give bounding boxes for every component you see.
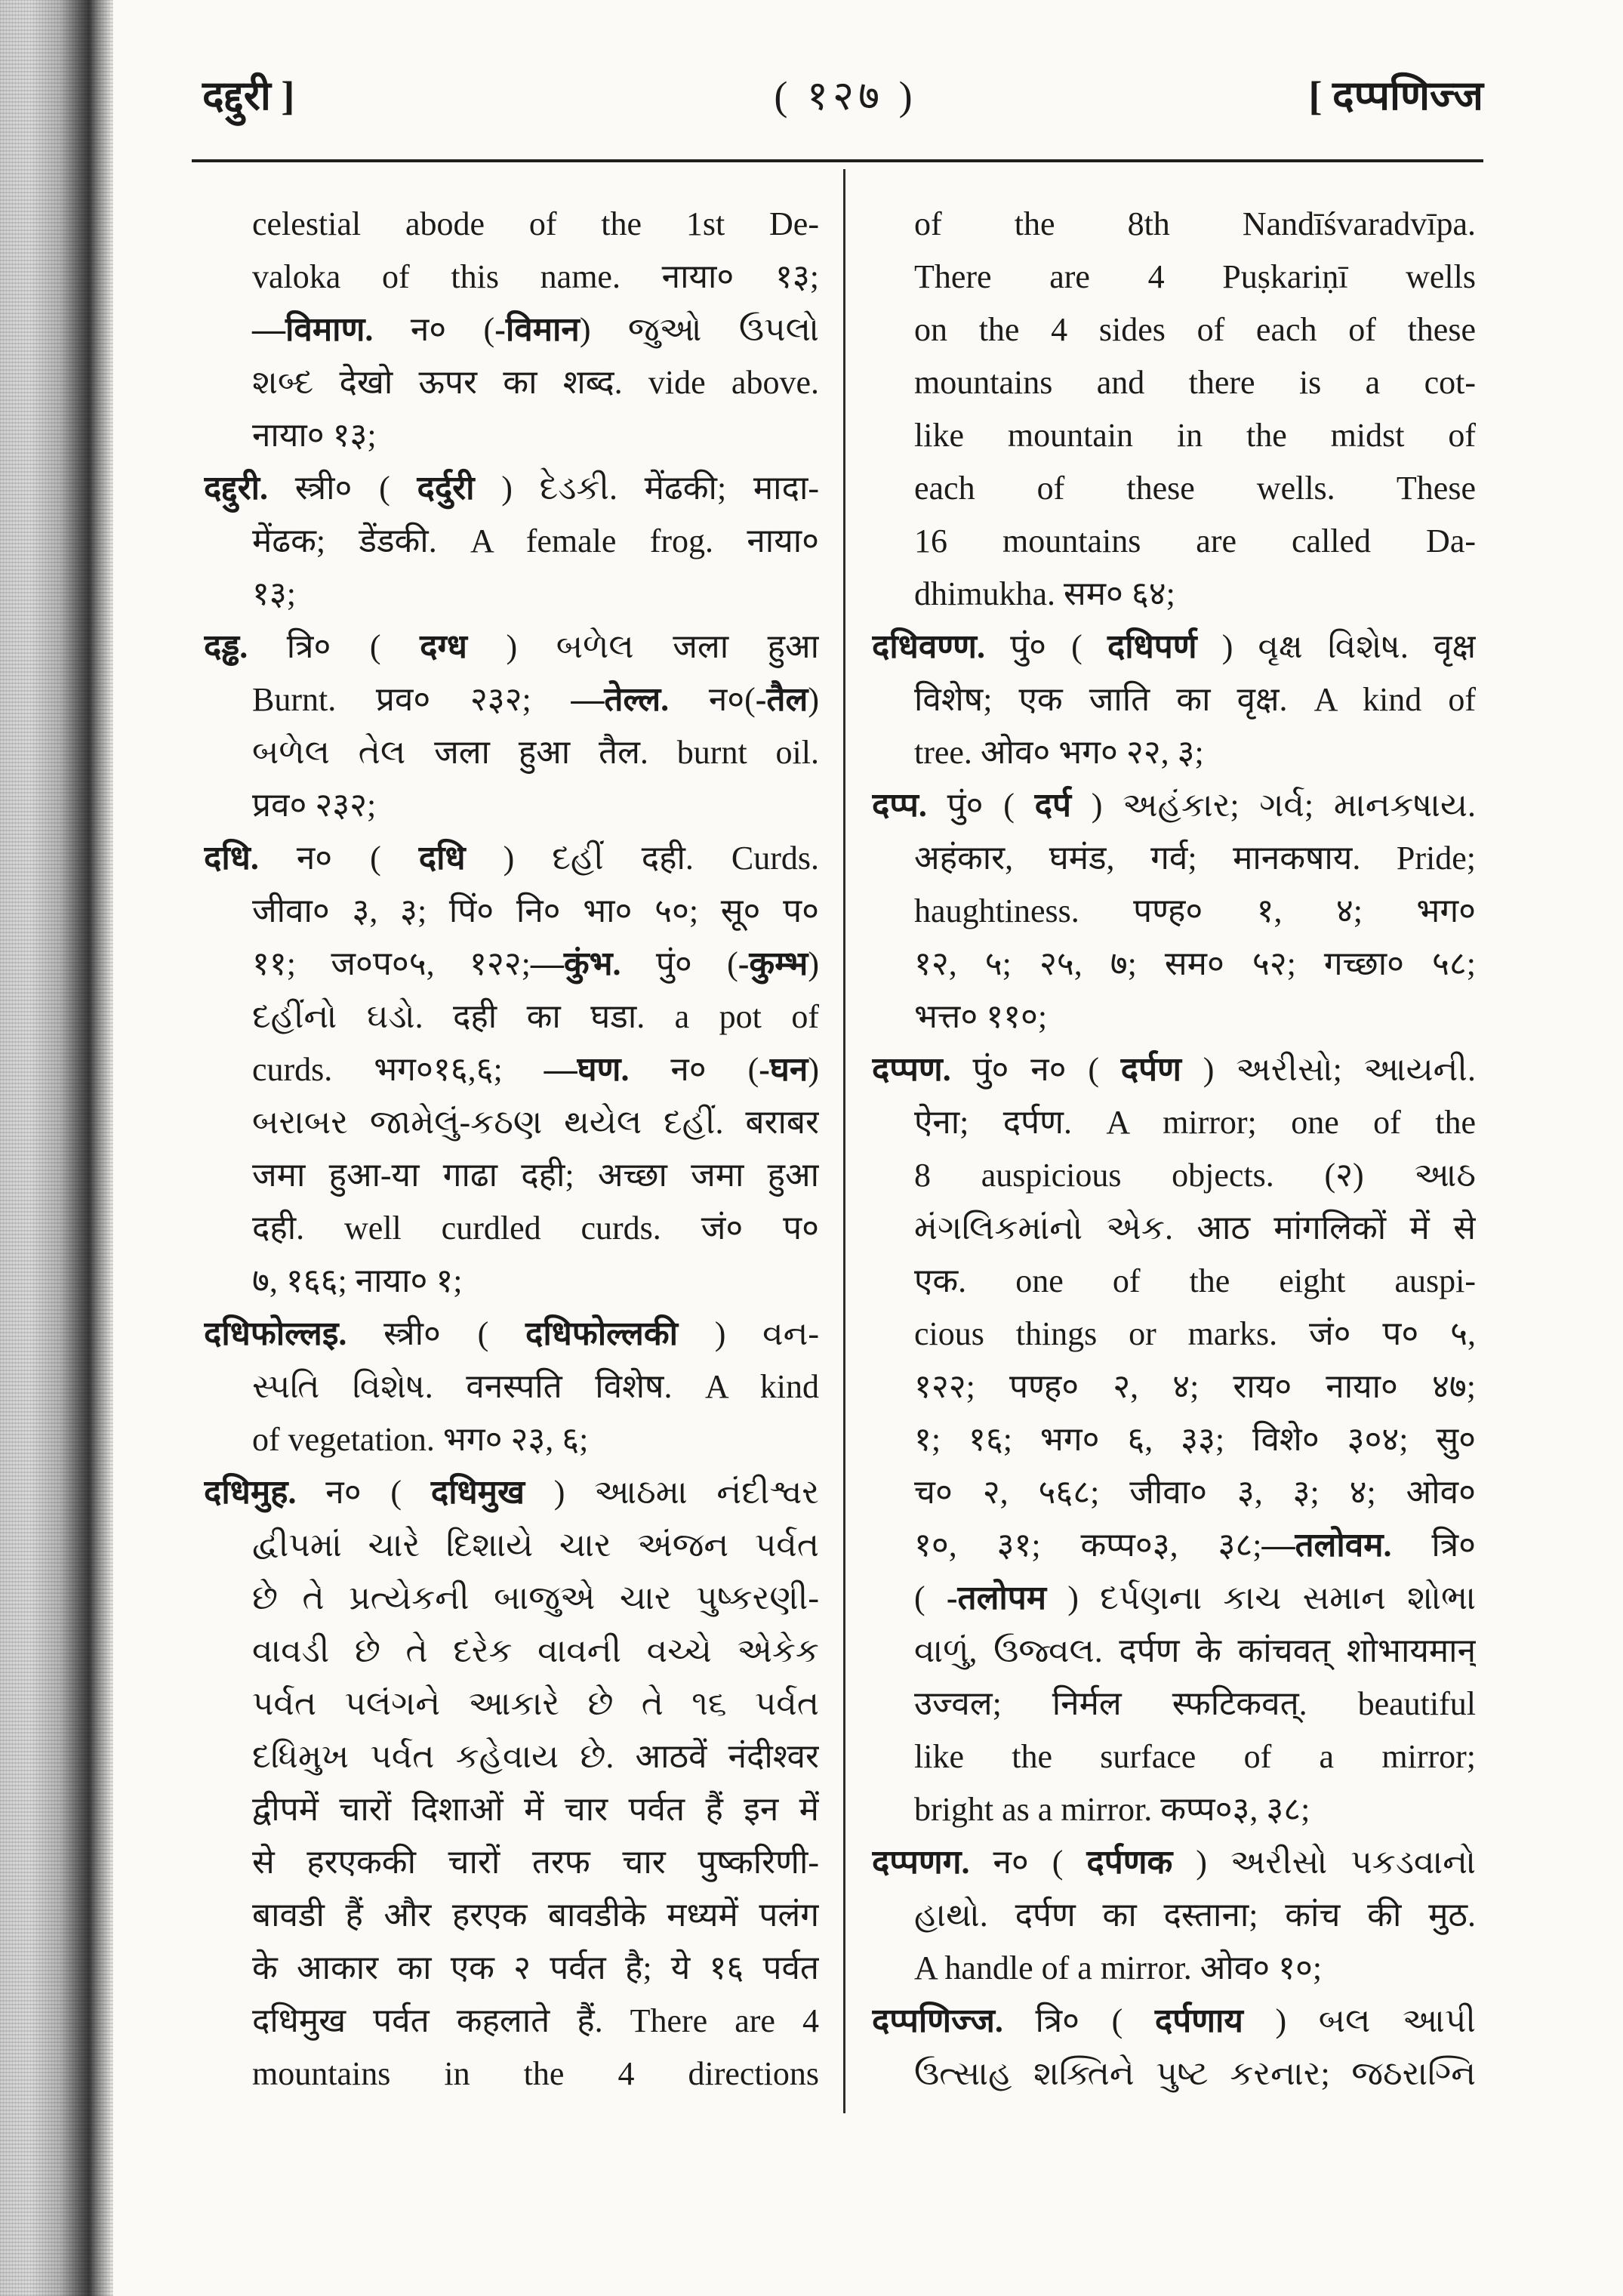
text-run: ) આઠમા નંદીશ્વર [524, 1474, 819, 1511]
text-run: A handle of a mirror. ओव० १०; [914, 1949, 1323, 1986]
text-run: each of these wells. These [914, 470, 1476, 507]
entry-text-line [872, 1202, 1476, 1255]
text-run: १२, ५; २५, ७; सम० ५२; गच्छा० ५८; [914, 945, 1476, 982]
text-run: ) દહીં दही. Curds. [465, 840, 819, 877]
column-divider [843, 169, 845, 2113]
text-run: १३; [252, 575, 296, 612]
header-rule [192, 159, 1483, 162]
text-run: पुं० न० ( [950, 1051, 1121, 1088]
bold-term: दद्दुरी. [204, 470, 269, 507]
entry-text-line [204, 779, 819, 832]
bold-term: दर्प [1034, 787, 1072, 824]
text-run: ) જુઓ ઉપલો [579, 311, 819, 348]
entry-text-line [872, 1413, 1476, 1466]
text-run: १; १६; भग० ६, ३३; विशे० ३०४; सु० [914, 1421, 1476, 1458]
text-run: bright as a mirror. कप्प०३, ३८; [914, 1791, 1310, 1828]
entry-text-line [204, 1783, 819, 1836]
text-run: બળેલ તેલ जला हुआ तैल. burnt oil. [252, 734, 819, 771]
text-run: बावडी हैं और हरएक बावडीके मध्यमें पलंग [252, 1897, 819, 1934]
entry-text-line [872, 938, 1476, 991]
entry-headword-line [204, 462, 819, 515]
entry-headword-line [204, 1308, 819, 1361]
entry-text-line [872, 1572, 1476, 1625]
text-run: द्वीपमें चारों दिशाओं में चार पर्वत हैं इन में [252, 1791, 819, 1828]
text-run: अहंकार, घमंड, गर्व; मानकषाय. Pride; [914, 840, 1476, 877]
bold-term: -तलोपम [946, 1579, 1047, 1616]
entry-text-line [872, 1361, 1476, 1413]
text-run: च० २, ५६८; जीवा० ३, ३; ४; ओव० [914, 1474, 1476, 1511]
text-run: ७, १६६; नाया० १; [252, 1262, 463, 1299]
bold-term: दग्ध [420, 628, 467, 665]
entry-text-line [204, 198, 819, 251]
entry-headword-line [204, 832, 819, 885]
entry-text-line [204, 1942, 819, 1995]
bold-term: दधि [418, 840, 466, 877]
text-run: દધિમુખ પર્વત કહેવાય છે. आठवें नंदीश्वर [252, 1738, 819, 1775]
text-run: સ્પતિ વિશેષ. वनस्पति विशेष. A kind [252, 1368, 819, 1405]
entry-text-line [872, 251, 1476, 304]
entry-text-line [872, 568, 1476, 621]
entry-text-line [204, 1096, 819, 1149]
text-run: mountains in the 4 directions [252, 2055, 819, 2092]
text-run: tree. ओव० भग० २२, ३; [914, 734, 1204, 771]
bold-term: -तैल [755, 681, 808, 718]
entry-text-line [204, 1149, 819, 1202]
entry-headword-line [872, 621, 1476, 673]
entry-text-line [204, 1730, 819, 1783]
entry-text-line [872, 1783, 1476, 1836]
entry-text-line [204, 1889, 819, 1942]
text-run: valoka of this name. नाया० १३; [252, 258, 819, 295]
entry-text-line [204, 356, 819, 409]
text-run: ) અહંકાર; ગર્વ; માનકષાય. [1071, 787, 1476, 824]
entry-headword-line [204, 1466, 819, 1519]
entry-text-line [872, 198, 1476, 251]
text-run: ) [808, 681, 819, 718]
entry-text-line [872, 2048, 1476, 2100]
text-run: There are 4 Puṣkariṇī wells [914, 258, 1476, 295]
bold-term: —तेल्ल. [571, 681, 670, 718]
entry-text-line [872, 1678, 1476, 1730]
entry-text-line [872, 1308, 1476, 1361]
text-run: છે તે પ્રત્યેકની બાજુએ ચાર પુષ્કરણી- [252, 1579, 819, 1616]
bold-term: —तलोवम. [1261, 1527, 1392, 1564]
text-run: पुं० ( [621, 945, 738, 982]
entry-text-line [872, 1519, 1476, 1572]
text-run: न० ( [629, 1051, 759, 1088]
entry-text-line [204, 409, 819, 462]
scan-edge-shadow [0, 0, 113, 2296]
entry-headword-line [872, 1043, 1476, 1096]
text-run: के आकार का एक २ पर्वत है; ये १६ पर्वत [252, 1949, 819, 1986]
entry-text-line [204, 1572, 819, 1625]
text-run: 8 auspicious objects. (२) આઠ [914, 1157, 1476, 1194]
text-run: त्रि० ( [248, 628, 420, 665]
bold-term: दर्दुरी [417, 470, 475, 507]
entry-text-line [204, 2048, 819, 2100]
text-run: स्त्री० ( [268, 470, 417, 507]
right-column [872, 198, 1476, 2100]
bold-term: दड्ढ. [204, 628, 248, 665]
entry-text-line [872, 1730, 1476, 1783]
entry-headword-line [872, 1995, 1476, 2048]
text-run: ) બળેલ जला हुआ [467, 628, 819, 665]
text-run: dhimukha. सम० ६४; [914, 575, 1175, 612]
entry-text-line [872, 1466, 1476, 1519]
entry-text-line [872, 1096, 1476, 1149]
entry-text-line [204, 568, 819, 621]
left-column [204, 198, 819, 2100]
text-run: દહીંનો ઘડો. दही का घडा. a pot of [252, 998, 819, 1035]
entry-headword-line [872, 1836, 1476, 1889]
text-run: cious things or marks. जं० प० ५, [914, 1315, 1476, 1352]
text-run: उज्वल; निर्मल स्फटिकवत्. beautiful [914, 1685, 1476, 1722]
entry-text-line [204, 1995, 819, 2048]
text-run: haughtiness. पण्ह० १, ४; भग० [914, 892, 1476, 929]
text-run: બરાબર જામેલું-કઠણ થયેલ દહીં. बराबर [252, 1104, 819, 1141]
entry-text-line [872, 991, 1476, 1043]
bold-term: दप्पण. [872, 1051, 951, 1088]
entry-text-line [204, 1255, 819, 1308]
bold-term: दर्पणक [1086, 1844, 1173, 1881]
text-run: વાળું, ઉજ્વલ. दर्पण के कांचवत् शोभायमान् [914, 1632, 1476, 1669]
entry-text-line [204, 251, 819, 304]
text-run: ) વૃક્ષ વિશેષ. वृक्ष [1196, 628, 1476, 665]
running-head-right: [ दप्पणिज्ज [1308, 73, 1483, 119]
entry-text-line [872, 832, 1476, 885]
entry-text-line [204, 1202, 819, 1255]
bold-term: -कुम्भ [738, 945, 808, 982]
text-run: મંગલિકમાંનો એક. आठ मांगलिकों में से [914, 1210, 1476, 1247]
text-run: mountains and there is a cot- [914, 364, 1476, 401]
entry-text-line [204, 515, 819, 568]
text-run: ) વન- [678, 1315, 819, 1352]
entry-text-line [204, 1043, 819, 1096]
text-run: भत्त० ११०; [914, 998, 1048, 1035]
text-run: दही. well curdled curds. जं० प० [252, 1210, 819, 1247]
text-run: on the 4 sides of each of these [914, 311, 1476, 348]
text-run: ) [808, 945, 819, 982]
text-run: दधिमुख पर्वत कहलाते हैं. There are 4 [252, 2002, 819, 2039]
text-run: ) [808, 1051, 819, 1088]
text-run: त्रि० ( [1002, 2002, 1155, 2039]
entry-text-line [204, 673, 819, 726]
entry-text-line [872, 409, 1476, 462]
bold-term: दधिवण्ण. [872, 628, 985, 665]
entry-text-line [872, 515, 1476, 568]
text-run: હાથો. दर्पण का दस्ताना; कांच की मुठ. [914, 1897, 1476, 1934]
entry-text-line [204, 885, 819, 938]
bold-term: दप्प. [872, 787, 927, 824]
text-run: १२२; पण्ह० २, ४; राय० नाया० ४७; [914, 1368, 1476, 1405]
page-number: ( १२७ ) [774, 73, 917, 119]
text-run: नाया० १३; [252, 417, 377, 454]
bold-term: -विमान [494, 311, 580, 348]
text-run: ઉત્સાહ શક્તિને પુષ્ટ કરનાર; જઠરાગ્નિ [914, 2055, 1476, 2092]
text-run: like mountain in the midst of [914, 417, 1476, 454]
text-run: मेंढक; डेंडकी. A female frog. नाया० [252, 522, 819, 559]
text-run: like the surface of a mirror; [914, 1738, 1476, 1775]
bold-term: दप्पणिज्ज. [872, 2002, 1003, 2039]
text-run: एक. one of the eight auspi- [914, 1262, 1476, 1299]
text-run: पुं० ( [926, 787, 1035, 824]
bold-term: दर्पण [1120, 1051, 1181, 1088]
text-run: ११; ज०प०५, १२२; [252, 945, 531, 982]
text-run: ) અરીસો; આયની. [1181, 1051, 1476, 1088]
entry-text-line [204, 991, 819, 1043]
text-run: ) બલ આપી [1243, 2002, 1476, 2039]
entry-text-line [204, 726, 819, 779]
text-run: દ્વીપમાં ચારે દિશાયે ચાર અંજન પર્વત [252, 1527, 819, 1564]
entry-text-line [872, 1942, 1476, 1995]
bold-term: दप्पणग. [872, 1844, 970, 1881]
entry-text-line [872, 462, 1476, 515]
text-run: न०( [669, 681, 756, 718]
text-run: Burnt. प्रव० २३२; [252, 681, 571, 718]
bold-term: दधिफोल्लइ. [204, 1315, 347, 1352]
text-run: 16 mountains are called Da- [914, 522, 1476, 559]
entry-text-line [872, 304, 1476, 356]
entry-text-line [204, 1678, 819, 1730]
bold-term: —विमाण. [252, 311, 374, 348]
text-run: ( [914, 1579, 947, 1616]
entry-text-line [204, 1519, 819, 1572]
text-run: प्रव० २३२; [252, 787, 377, 824]
bold-term: दधिपर्ण [1107, 628, 1197, 665]
text-run: से हरएककी चारों तरफ चार पुष्करिणी- [252, 1844, 819, 1881]
text-run: त्रि० [1391, 1527, 1476, 1564]
entry-text-line [204, 1361, 819, 1413]
text-run: ऐना; दर्पण. A mirror; one of the [914, 1104, 1476, 1141]
bold-term: दर्पणाय [1154, 2002, 1243, 2039]
bold-term: दधिमुह. [204, 1474, 297, 1511]
text-run: जीवा० ३, ३; पिं० नि० भा० ५०; सू० प० [252, 892, 819, 929]
text-run: celestial abode of the 1st De- [252, 205, 819, 242]
entry-text-line [204, 1625, 819, 1678]
text-run: न० ( [296, 1474, 431, 1511]
bold-term: -घन [759, 1051, 808, 1088]
text-run: ) દર્પણના કાચ સમાન શોભા [1046, 1579, 1476, 1616]
text-run: जमा हुआ-या गाढा दही; अच्छा जमा हुआ [252, 1157, 819, 1194]
entry-text-line [872, 1255, 1476, 1308]
entry-text-line [204, 938, 819, 991]
text-run: curds. भग०१६,६; [252, 1051, 544, 1088]
text-run: of the 8th Nandīśvaradvīpa. [914, 205, 1476, 242]
entry-text-line [872, 356, 1476, 409]
bold-term: दधि. [204, 840, 259, 877]
entry-text-line [872, 726, 1476, 779]
entry-text-line [872, 1149, 1476, 1202]
entry-headword-line [872, 779, 1476, 832]
text-run: स्त्री० ( [346, 1315, 525, 1352]
text-run: न० ( [373, 311, 495, 348]
text-run: न० ( [969, 1844, 1087, 1881]
text-run: ) દેડકી. मेंढकी; मादा- [474, 470, 819, 507]
bold-term: दधिमुख [430, 1474, 525, 1511]
entry-headword-line [204, 621, 819, 673]
running-head-left: दद्दुरी ] [202, 73, 295, 119]
entry-text-line [872, 673, 1476, 726]
text-run: of vegetation. भग० २३, ६; [252, 1421, 589, 1458]
text-run: પર્વત પલંગને આકારે છે તે ૧૬ પર્વત [252, 1685, 819, 1722]
entry-text-line [204, 1836, 819, 1889]
text-run: न० ( [258, 840, 419, 877]
entry-text-line [204, 1413, 819, 1466]
entry-text-line [872, 1625, 1476, 1678]
entry-text-line [872, 1889, 1476, 1942]
bold-term: दधिफोल्लकी [525, 1315, 679, 1352]
text-run: શબ્દ देखो ऊपर का शब्द. vide above. [252, 364, 819, 401]
entry-text-line [204, 304, 819, 356]
text-run: १०, ३१; कप्प०३, ३८; [914, 1527, 1262, 1564]
text-run: ) અરીસો પકડવાનો [1172, 1844, 1476, 1881]
text-run: વાવડી છે તે દરેક વાવની વચ્ચે એકેક [252, 1632, 819, 1669]
bold-term: —घण. [544, 1051, 630, 1088]
entry-text-line [872, 885, 1476, 938]
text-run: पुं० ( [985, 628, 1107, 665]
text-run: विशेष; एक जाति का वृक्ष. A kind of [914, 681, 1476, 718]
bold-term: —कुंभ. [530, 945, 621, 982]
